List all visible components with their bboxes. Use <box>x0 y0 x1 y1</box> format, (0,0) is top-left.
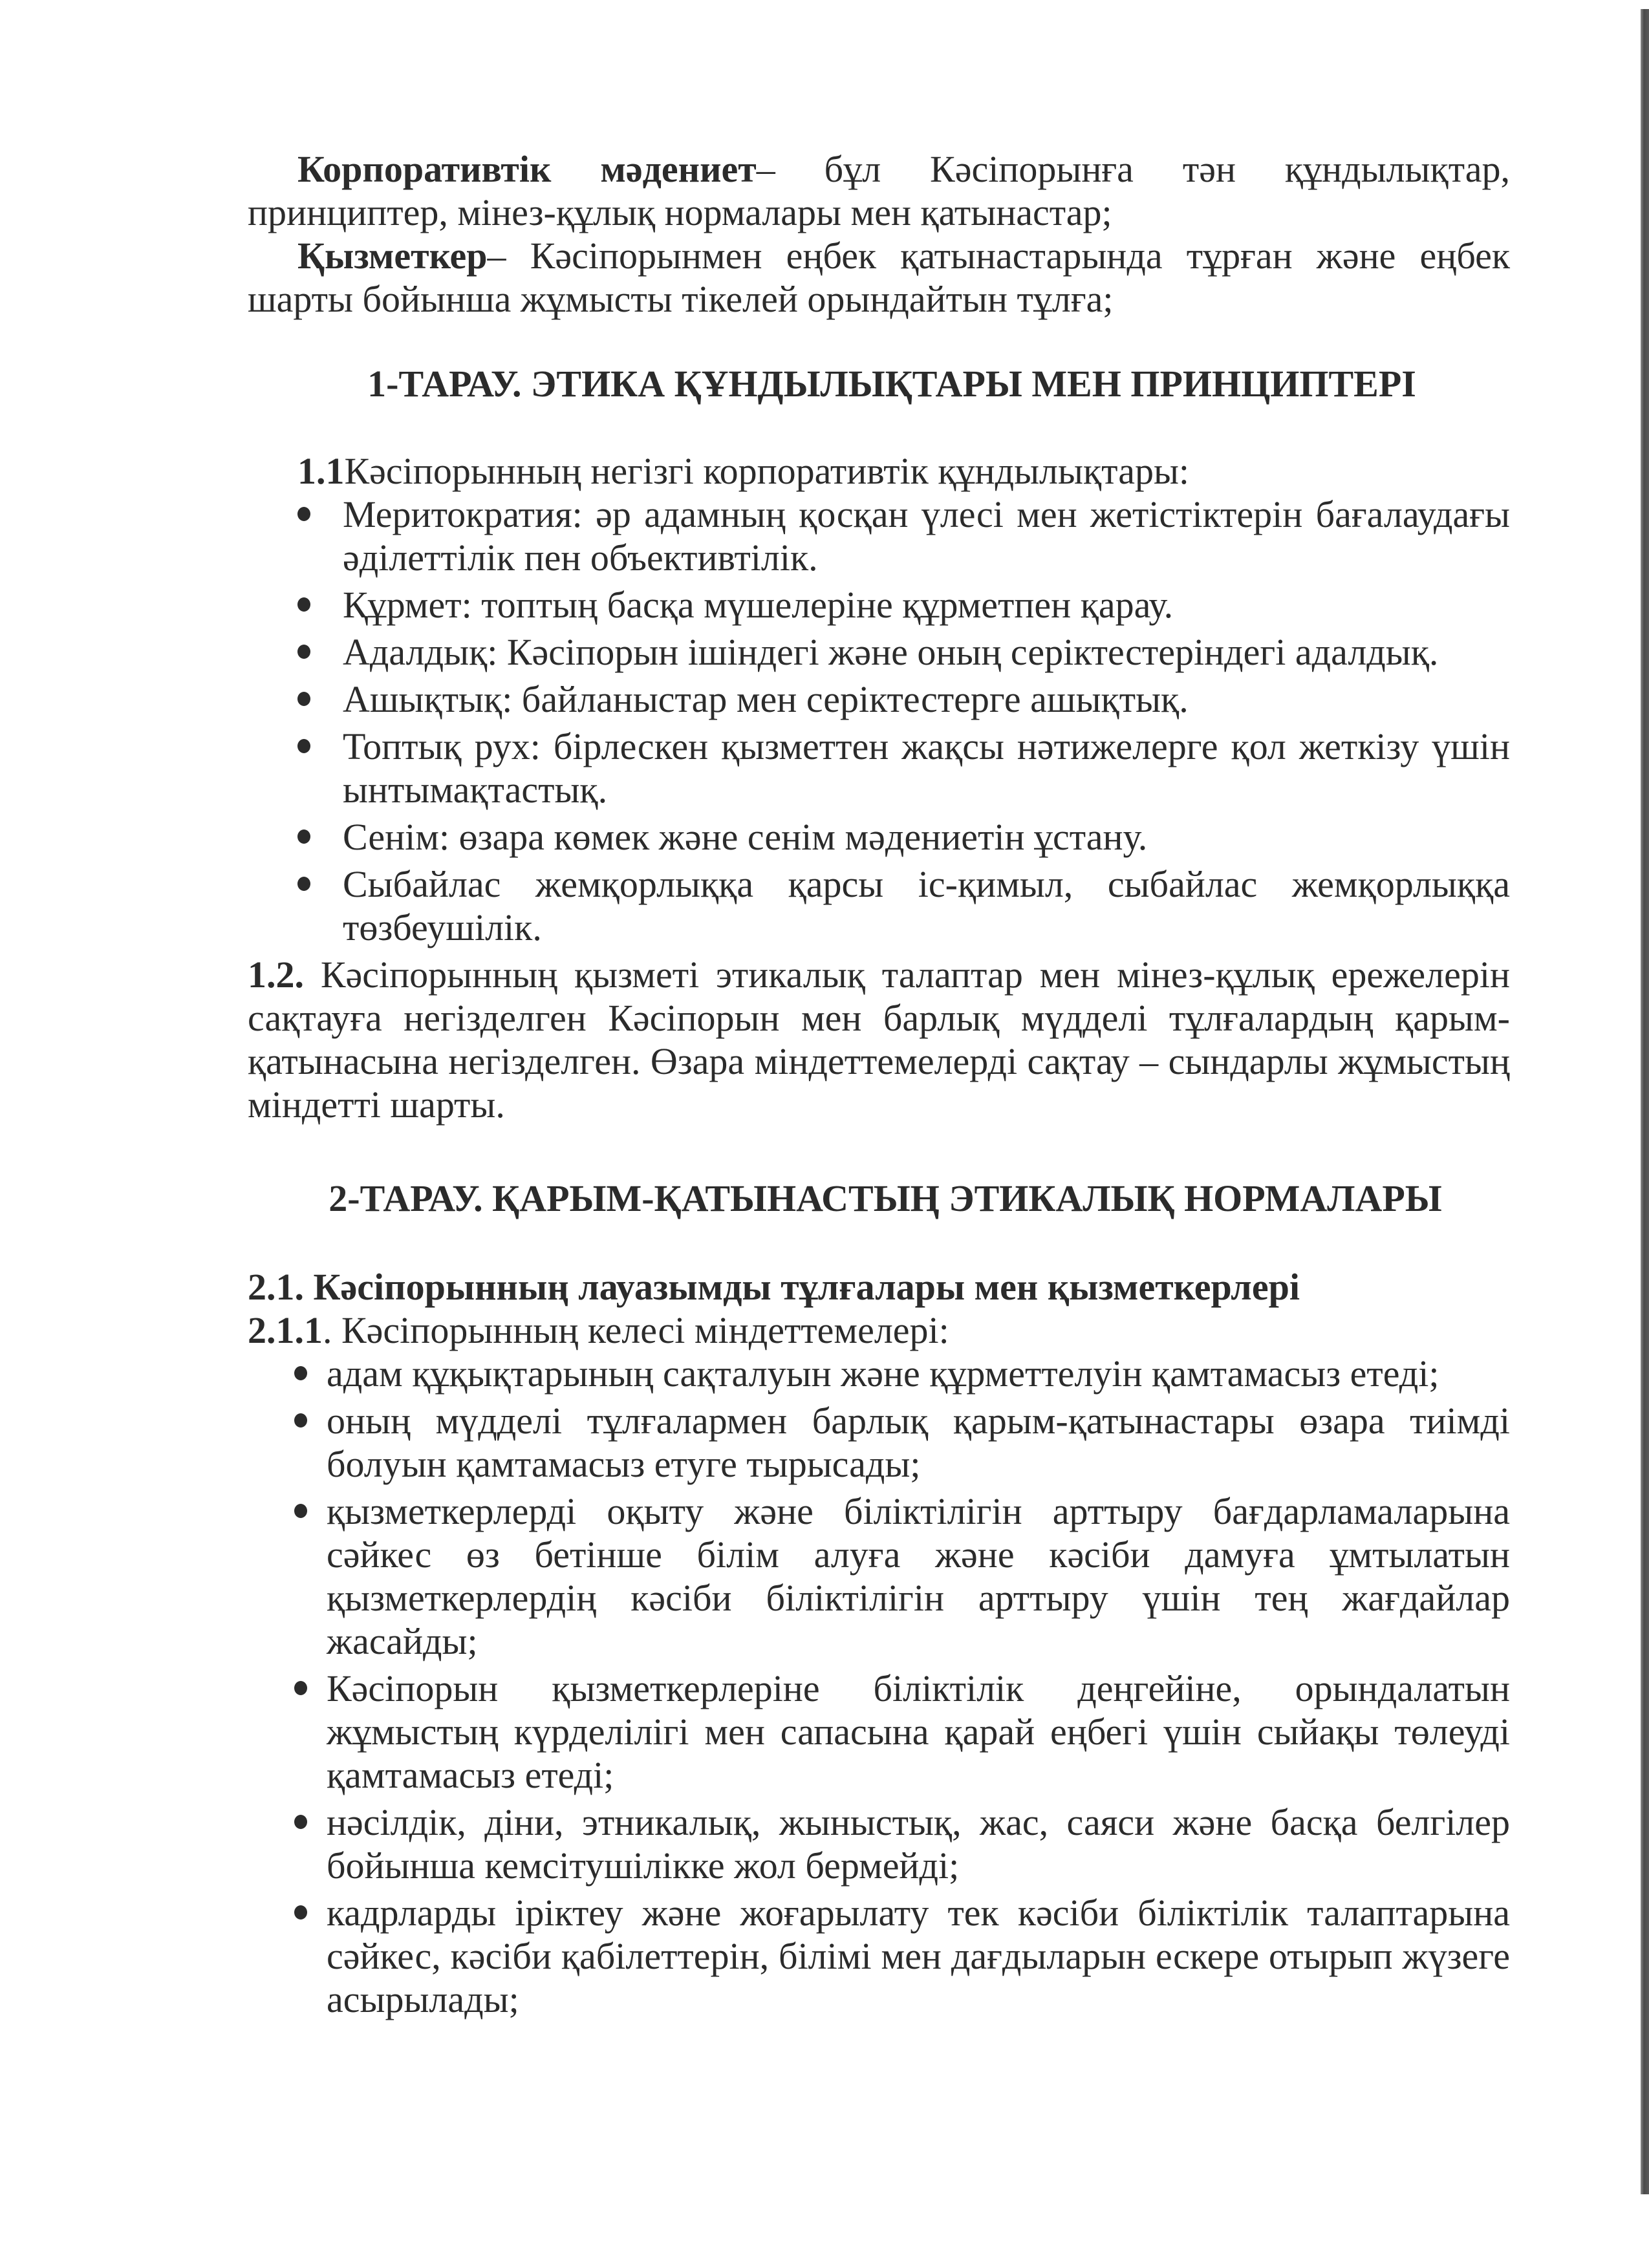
corporate-values-list <box>248 493 1510 949</box>
bullet-icon <box>294 1366 307 1380</box>
list-item-text: Адалдық: Кәсіпорын ішіндегі және оның серіктестеріндегі адалдық. <box>343 631 1439 673</box>
section-2-1-1-heading <box>248 1309 1510 1352</box>
section-number: 1.2. <box>248 954 304 996</box>
list-item <box>248 583 1510 626</box>
list-item <box>248 862 1510 949</box>
list-item-text: оның мүдделі тұлғалармен барлық қарым-қатынастары өзара тиімді болуын қамтамасыз етуге тырысады; <box>327 1400 1510 1485</box>
bullet-icon <box>297 739 310 753</box>
company-obligations-list <box>248 1352 1510 2021</box>
bullet-icon <box>297 692 310 706</box>
bullet-icon <box>297 877 310 891</box>
list-item <box>248 1352 1510 1395</box>
list-item-text: Сыбайлас жемқорлыққа қарсы іс-қимыл, сыбайлас жемқорлыққа төзбеушілік. <box>343 863 1510 948</box>
list-item <box>248 678 1510 721</box>
bullet-icon <box>297 645 310 659</box>
definition-employee <box>248 234 1510 321</box>
definition-dash: – <box>487 235 506 277</box>
chapter-1-title: 1-ТАРАУ. ЭТИКА ҚҰНДЫЛЫҚТАРЫ МЕН ПРИНЦИПТЕРІ <box>367 363 1416 405</box>
list-item-text: Кәсіпорын қызметкерлеріне біліктілік деңгейіне, орындалатын жұмыстың күрделілігі мен сапасына қарай еңбегі үшін сыйақы төлеуді қамтамасыз етеді; <box>327 1667 1510 1796</box>
list-item <box>248 725 1510 811</box>
list-item-text: адам құқықтарының сақталуын және құрметтелуін қамтамасыз етеді; <box>327 1353 1439 1395</box>
section-text: Кәсіпорынның негізгі корпоративтік құндылықтары: <box>344 450 1190 492</box>
list-item <box>248 1891 1510 2021</box>
definition-term: Корпоративтік мәдениет <box>297 148 757 190</box>
list-item <box>248 815 1510 859</box>
list-item <box>248 1490 1510 1663</box>
list-item <box>248 493 1510 579</box>
list-item-text: Топтық рух: бірлескен қызметтен жақсы нәтижелерге қол жеткізу үшін ынтымақтастық. <box>343 725 1510 811</box>
list-item <box>248 1667 1510 1797</box>
list-item-text: кадрларды іріктеу және жоғарылату тек кәсіби біліктілік талаптарына сәйкес, кәсіби қабілеттерін, білімі мен дағдыларын ескере отырып жүзеге асырылады; <box>327 1892 1510 2020</box>
list-item-text: Сенім: өзара көмек және сенім мәдениетін ұстану. <box>343 816 1148 858</box>
bullet-icon <box>297 829 310 844</box>
definition-dash: – <box>756 148 775 190</box>
definition-corporate-culture <box>248 147 1510 234</box>
list-item-text: Меритократия: әр адамның қосқан үлесі мен жетістіктерін бағалаудағы әділеттілік пен объективтілік. <box>343 493 1510 579</box>
bullet-icon <box>294 1681 307 1695</box>
chapter-2-title: 2-ТАРАУ. ҚАРЫМ-ҚАТЫНАСТЫҢ ЭТИКАЛЫҚ НОРМАЛАРЫ <box>329 1177 1442 1219</box>
bullet-icon <box>297 597 310 612</box>
section-1-1-heading <box>248 449 1510 493</box>
section-2-1-heading: 2.1. Кәсіпорынның лауазымды тұлғалары мен қызметкерлері <box>248 1266 1300 1308</box>
bullet-icon <box>294 1504 307 1518</box>
list-item <box>248 1399 1510 1486</box>
section-number: 2.1.1 <box>248 1309 323 1351</box>
list-item-text: Ашықтық: байланыстар мен серіктестерге ашықтық. <box>343 678 1189 720</box>
list-item-text: нәсілдік, діни, этникалық, жыныстық, жас, саяси және басқа белгілер бойынша кемсітушілікке жол бермейді; <box>327 1801 1510 1887</box>
definition-text: бұл Кәсіпорынға тән құндылықтар, принциптер, мінез-құлық нормалары мен қатынастар; <box>248 148 1510 233</box>
bullet-icon <box>294 1815 307 1829</box>
bullet-icon <box>297 507 310 521</box>
section-1-2-paragraph <box>248 953 1510 1126</box>
section-number: 1.1 <box>297 450 345 492</box>
definition-term: Қызметкер <box>297 235 488 277</box>
list-item-text: Құрмет: топтың басқа мүшелеріне құрметпен қарау. <box>343 584 1174 626</box>
definition-text: Кәсіпорынмен еңбек қатынастарында тұрған және еңбек шарты бойынша жұмысты тікелей орындайтын тұлға; <box>248 235 1510 320</box>
list-item <box>248 1801 1510 1887</box>
bullet-icon <box>294 1413 307 1428</box>
bullet-icon <box>294 1905 307 1920</box>
document-page <box>248 147 1510 2025</box>
section-text: Кәсіпорынның қызметі этикалық талаптар мен мінез-құлық ережелерін сақтауға негізделген Кәсіпорын мен барлық мүдделі тұлғалардың қарым-қатынасына негізделген. Өзара міндеттемелерді сақтау – сындарлы жұмыстың міндетті шарты. <box>248 954 1510 1126</box>
list-item <box>248 630 1510 674</box>
section-text: . Кәсіпорынның келесі міндеттемелері: <box>323 1309 949 1351</box>
scan-edge-border <box>1641 9 1649 2194</box>
list-item-text: қызметкерлерді оқыту және біліктілігін арттыру бағдарламаларына сәйкес өз бетінше білім алуға және кәсіби дамуға ұмтылатын қызметкерлердің кәсіби біліктілігін арттыру үшін тең жағдайлар жасайды; <box>327 1490 1510 1662</box>
